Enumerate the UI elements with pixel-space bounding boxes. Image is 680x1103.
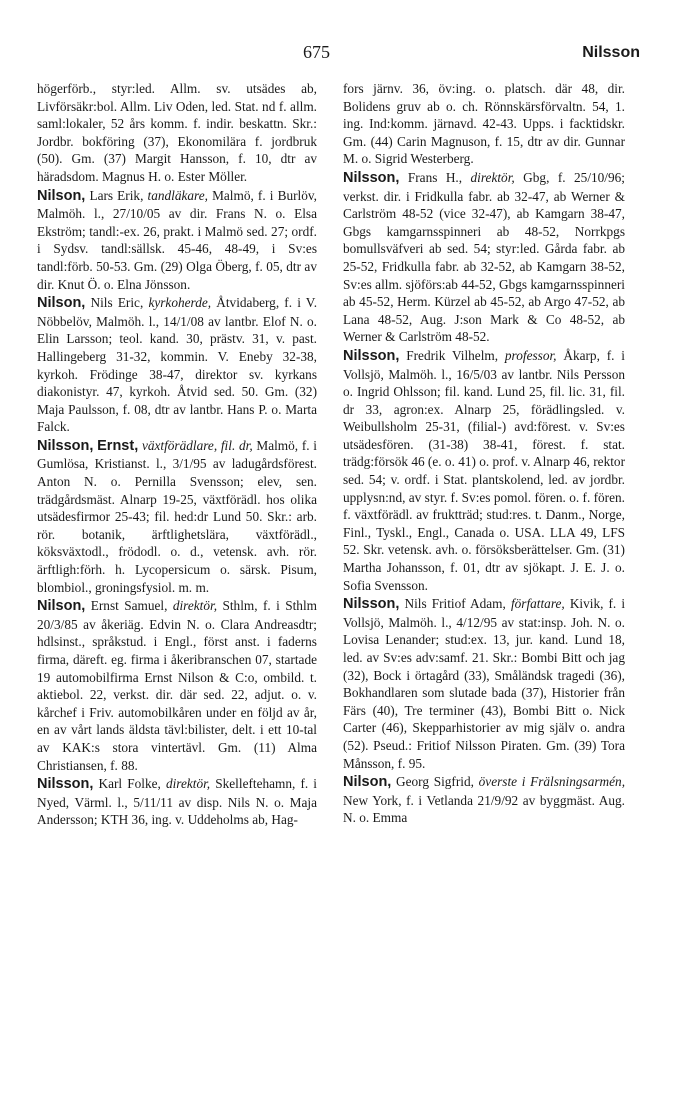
entry-text: Malmö, f. i Burlöv, Malmöh. l., 27/10/05 av dir. Frans N. o. Elsa Ekström; tandl:-ex. 26, prakt. i Malmö sed. 27; ordf. i Sydsv. tandl:sällsk. 45-46, 48-49, i Sv:es tandl:förb. 50-53. Gm. (29) Olga Öberg, f. 05, dtr av dir. Knut Ö. o. Elna Jönsson. — [37, 187, 317, 292]
entry-given-name: Ernst Samuel, — [90, 598, 168, 614]
entry-given-name: Georg Sigfrid, — [396, 774, 474, 790]
entry-surname: Nilson, — [37, 598, 86, 615]
entry-given-name: Frans H., — [407, 169, 463, 185]
entry-text: Sthlm, f. i Sthlm 20/3/85 av åkeriäg. Edvin N. o. Clara Andreasdtr; hdlsinst., språkstud. i Engl., först anst. i faderns firma, däreft. eg. firma i åkeribranschen 07, startade 19 automobilfirma Ernst Nilson & C:o, ombild. t. aktiebol. 22, verkst. dir. där sed. 22, adjut. o. v. kårchef i Friv. automobilkåren under en följd av år, en av vårt lands äldsta tävl:bilister, delt. i ett 10-tal av KAK:s stora vintertävl. Gm. (11) Alma Christiansen, f. 88. — [37, 598, 317, 773]
entry-surname: Nilsson, — [343, 169, 400, 186]
entry-text: Gbg, f. 25/10/96; verkst. dir. i Fridkulla fabr. ab 32-47, ab Werner & Carlström 48-52 (vice 32-47), ab Kamgarn 38-47, Gbgs kamgarnsspinneri ab 48-52, Norrkpgs bomullsväfveri ab sed. 54; styr:led. Gårda fabr. ab 25-52, Fridkulla fabr. ab 32-52, ab Kamgarn 38-52, Sv:es allm. sjöförs:ab 44-52, Gbgs kamgarnsspinneri ab 45-52, Herm. Kürzel ab 45-52, ab Argo 47-52, ab Lana 48-52, Aug. J:son Mark & Co 48-52, ab Werner & Carlström 48-52. — [343, 169, 625, 345]
entry — [37, 775, 317, 829]
entry-given-name: Nils Eric, — [90, 295, 144, 311]
entry — [37, 187, 317, 294]
entry-text: Kivik, f. i Vollsjö, Malmöh. l., 4/12/95 av stat:insp. Joh. N. o. Lovisa Lenander; stud:ex. 13, jur. kand. Lund 18, led. av Sv:es adv:samf. 21. Skr.: Bombi Bitt och jag (32), Bock i örtagård (33), Småländsk tragedi (36), Bokhandlaren som slutade bada (37), Historier från Färs (40), Tre terminer (43), Bombi Bitt o. Nick Carter (46), Skepparhistorier av mig själv o. andra (52). Pseud.: Fritiof Nilsson Piraten. Gm. (39) Tora Månsson, f. 95. — [343, 596, 626, 771]
right-column — [343, 80, 625, 827]
entry-text: fors järnv. 36, öv:ing. o. platsch. där 48, dir. Bolidens gruv ab o. ch. Rönnskärsförvaltn. 54, 1. ing. Ind:komm. järnavd. 42-43. Upps. i facktidskr. Gm. (44) Carin Magnuson, f. 15, dtr av dir. Gunnar M. o. Sigrid Westerberg. — [343, 81, 625, 167]
entry-surname: Nilson, — [37, 295, 86, 312]
entry-title: direktör, — [172, 598, 218, 614]
entry-continuation — [343, 80, 625, 168]
entry — [37, 597, 317, 774]
entry — [343, 595, 625, 772]
entry — [343, 169, 625, 346]
entry-given-name: Nils Fritiof Adam, — [404, 596, 506, 612]
entry-surname: Nilson, — [37, 187, 86, 204]
entry-title: författare, — [510, 596, 565, 612]
entry-surname: Nilsson, — [37, 776, 94, 793]
entry — [343, 773, 625, 827]
entry-title: direktör, — [470, 169, 515, 185]
entry-continuation — [37, 80, 317, 186]
entry-given-name: Ernst, — [97, 437, 139, 454]
left-column — [37, 80, 317, 829]
entry — [37, 294, 317, 436]
entry-title: växtförädlare, fil. dr, — [141, 437, 253, 453]
entry-text: högerförb., styr:led. Allm. sv. utsädes ab, Livförsäkr:bol. Allm. Liv Oden, led. Stat. nd f. allm. saml:lokaler, 52 års komm. f. indir. beskattn. Skr.: Jordbr. bokföring (37), Ekonomilära f. jordbruk (50). Gm. (37) Margit Hansson, f. 10, dtr av häradsdom. Magnus H. o. Ester Möller. — [37, 81, 317, 184]
entry-text: Åtvidaberg, f. i V. Nöbbelöv, Malmöh. l., 14/1/08 av lantbr. Elof N. o. Elin Larsson; teol. kand. 30, prästv. 31, v. past. Hallingeberg 31-32, kommin. V. Eneby 32-38, kyrkoh. Frödinge 38-47, direktor sv. kyrkans diakonistyr. 47, kyrkoh. Åtvid sed. 50. Gm. (32) Maja Paulsson, f. 08, dtr av lantbr. Hans P. o. Marta Falck. — [37, 295, 318, 435]
entry-text: Åkarp, f. i Vollsjö, Malmöh. l., 16/5/03 av lantbr. Nils Persson o. Ingrid Ohlsson; fil. kand. Lund 25, fil. lic. 31, fil. dr 33, agron:ex. Alnarp 25, förädlingsled. v. Weibullsholm 25-31, (filial-) avd:förest. v. Sv:es utsädesfören. (31-38) 38-41, förest. f. stat. trädg:försök 46 (e. o. 41) o. prof. v. Alnarp 46, rektor sed. 54; v. ordf. i Stat. plantskolend, led. av jordbr. upplysn:nd, av styr. f. Sv:es pomol. fören. o. f. fören. f. växtförädl. av fruktträd; stud:res. t. Danm., Norge, Finl., Tyskl., Engl., Canada o. USA. LLA 49, LFS 52. Skr. vetensk. avh. o. försöksberättelser. Gm. (31) Martha Johansson, f. 01, dtr av sjökapt. J. E. J. o. Sofia Svensson. — [343, 347, 625, 593]
entry-title: tandläkare, — [147, 187, 208, 203]
entry-given-name: Fredrik Vilhelm, — [406, 347, 499, 363]
entry-surname: Nilson, — [343, 774, 392, 791]
entry-surname: Nilsson, — [343, 347, 400, 364]
entry-text: Malmö, f. i Gumlösa, Kristianst. l., 3/1/95 av ladugårdsförest. Anton N. o. Pernilla Svensson; elev, sen. trädgårdsmäst. Alnarp 19-25, växtförädl. hos olika utsädesfirmor 25-43; fil. hed:dr Lund 50. Skr.: arb. rör. botanik, ärftlighetslära, växtförädl., köksväxtodl., frödodl. o. d., vetensk. avh. rör. ärftligh:förh. h. Lycopersicum o. särsk. Pisum, blombiol., groningsfysiol. m. m. — [37, 437, 317, 595]
entry-given-name: Lars Erik, — [89, 187, 144, 203]
entry-surname: Nilsson, — [343, 596, 400, 613]
entry — [37, 437, 317, 596]
entry-surname: Nilsson, — [37, 437, 94, 454]
entry-text: Skelleftehamn, f. i Nyed, Värml. l., 5/11/11 av disp. Nils N. o. Maja Andersson; KTH 36, ing. v. Uddeholms ab, Hag- — [37, 776, 317, 828]
entry-text: New York, f. i Vetlanda 21/9/92 av byggmäst. Aug. N. o. Emma — [343, 792, 625, 826]
entry-title: kyrkoherde, — [148, 295, 212, 311]
page-number: 675 — [303, 42, 330, 62]
running-head: Nilsson — [582, 44, 640, 61]
entry-title: direktör, — [165, 776, 211, 792]
entry-given-name: Karl Folke, — [98, 776, 161, 792]
entry-title: professor, — [504, 347, 557, 363]
entry-title: överste i Frälsningsarmén, — [478, 774, 626, 790]
page-header — [0, 42, 680, 66]
entry — [343, 347, 625, 594]
